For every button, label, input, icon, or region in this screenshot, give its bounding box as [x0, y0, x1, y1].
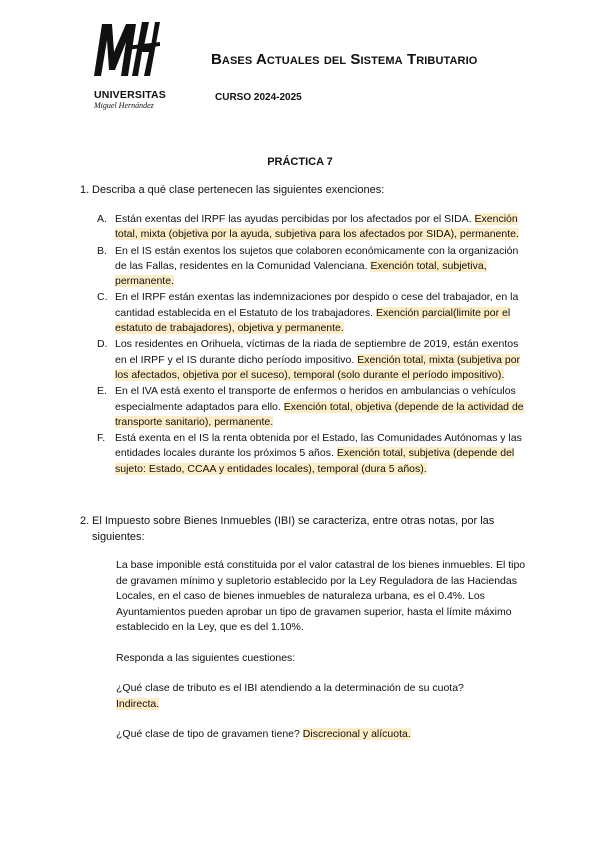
list-item [97, 212, 527, 243]
item-text: En el IVA está exento el transporte de enfermos o heridos en ambulancias o vehículos especialmente adaptados para ello. [115, 385, 516, 413]
course-label: CURSO 2024-2025 [215, 92, 302, 103]
list-item [97, 337, 527, 383]
item-label: D. [97, 338, 108, 351]
item-label: A. [97, 213, 107, 225]
item-label: F. [97, 432, 106, 445]
umh-logo-mark [88, 18, 160, 80]
document-title [211, 51, 477, 68]
practice-title: PRÁCTICA 7 [267, 156, 333, 168]
item-answer: Exención parcial(limite por el estatuto de trabajadores), objetiva y permanente. [115, 306, 511, 335]
item-text: En el IRPF están exentas las indemnizaciones por despido o cese del trabajador, en la cantidad establecida en el Estatuto de los trabajadores. [115, 291, 519, 319]
document-title-text: Bases Actuales del Sistema Tributario [211, 51, 478, 68]
question-2-body [116, 558, 531, 758]
sub-question-2-text: ¿Qué clase de tipo de gravamen tiene? [116, 728, 300, 740]
list-item [97, 244, 527, 290]
logo-name-text: Miguel Hernández [94, 101, 154, 110]
item-answer: Exención total, objetiva (depende de la actividad de transporte sanitario), permanente. [115, 400, 524, 428]
item-text: Está exenta en el IS la renta obtenida por el Estado, las Comunidades Autónomas y las entidades locales durante los próximos 5 años. [115, 432, 522, 460]
question-2 [80, 514, 520, 545]
question-2-text: El Impuesto sobre Bienes Inmuebles (IBI) se caracteriza, entre otras notas, por las siguientes: [92, 515, 495, 543]
question-2-number: 2. [80, 515, 90, 527]
item-text: Los residentes en Orihuela, víctimas de la riada de septiembre de 2019, están exentos en el IRPF y el IS durante dicho período impositivo. [115, 338, 519, 366]
item-answer: Exención total, subjetiva (depende del sujeto: Estado, CCAA y entidades locales), temporal (dura 5 años). [115, 447, 515, 475]
question-1-text: Describa a qué clase pertenecen las siguientes exenciones: [92, 184, 385, 196]
sub-question-2 [116, 727, 531, 743]
item-label: C. [97, 291, 108, 304]
item-label: B. [97, 244, 107, 257]
sub-question-1-answer: Indirecta. [116, 697, 160, 710]
exemption-list [97, 212, 527, 478]
university-logo [82, 18, 172, 113]
logo-university-text: UNIVERSITAS [94, 89, 167, 101]
item-label: E. [97, 385, 107, 398]
item-answer: Exención total, subjetiva, permanente. [115, 259, 487, 288]
list-item [97, 431, 527, 477]
answer-prompt: Responda a las siguientes cuestiones: [116, 651, 296, 664]
item-text: Están exentas del IRPF las ayudas percibidas por los afectados por el SIDA. [115, 213, 472, 225]
list-item [97, 290, 527, 336]
sub-question-1 [116, 681, 531, 712]
item-answer: Exención total, mixta (objetiva por la ayuda, subjetiva para los afectados por SIDA), permanente. [115, 213, 519, 241]
sub-question-1-text: ¿Qué clase de tributo es el IBI atendiendo a la determinación de su cuota? [116, 682, 464, 694]
sub-question-2-answer: Discrecional y alícuota. [302, 728, 411, 740]
question-1-number: 1. [80, 184, 90, 196]
ibi-paragraph: La base imponible está constituida por el valor catastral de los bienes inmuebles. El tipo de gravamen mínimo y supletorio establecido por la Ley Reguladora de las Haciendas Locales, en el caso de bienes inmuebles de naturaleza urbana, es el 0.4%. Los Ayuntamientos pueden aprobar un tipo de gravamen superior, hasta el límite máximo establecido en la Ley, que es del 1.10%. [116, 559, 526, 633]
item-text: En el IS están exentos los sujetos que colaboren económicamente con la organización de las Fallas, residentes en la Comunidad Valenciana. [115, 244, 519, 272]
item-answer: Exención total, mixta (subjetiva por los afectados, objetiva por el suceso), temporal (solo durante el período impositivo). [115, 353, 521, 381]
question-1 [80, 183, 540, 199]
list-item [97, 384, 527, 430]
